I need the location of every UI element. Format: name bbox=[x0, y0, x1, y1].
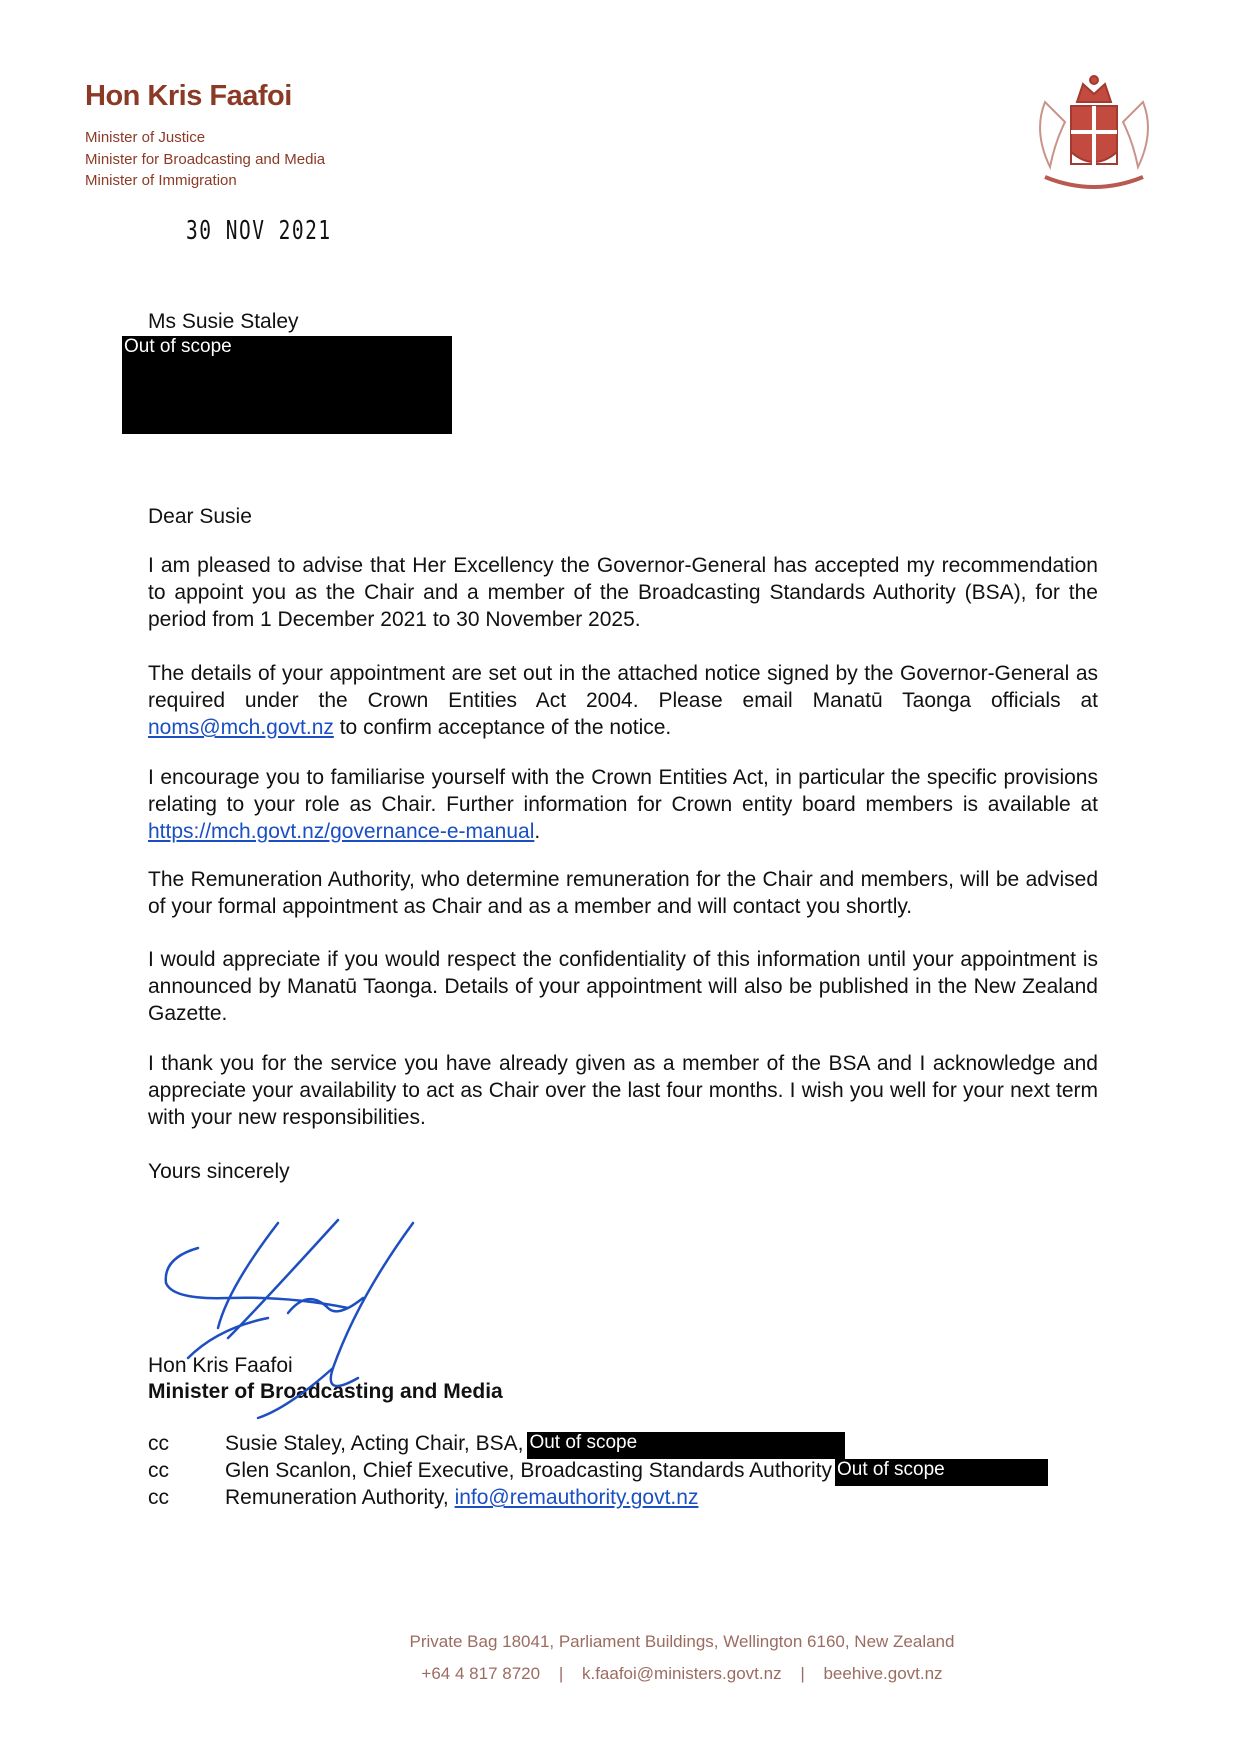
cc-text: Susie Staley, Acting Chair, BSA, bbox=[225, 1432, 524, 1455]
salutation: Dear Susie bbox=[148, 505, 252, 528]
cc-label: cc bbox=[148, 1432, 169, 1455]
paragraph-2-text: The details of your appointment are set out in the attached notice signed by the Governor-General as required under the Crown Entities Act 2004. Please email Manatū Taonga officials at bbox=[148, 662, 1098, 712]
cc-row bbox=[148, 1459, 1048, 1486]
noms-email-link[interactable]: noms@mch.govt.nz bbox=[148, 716, 334, 739]
footer-phone: +64 4 817 8720 bbox=[421, 1664, 541, 1683]
footer-separator: | bbox=[800, 1664, 805, 1683]
title-justice: Minister of Justice bbox=[85, 129, 206, 146]
paragraph-4: The Remuneration Authority, who determine remuneration for the Chair and members, will be advised of your formal appointment as Chair and as a member and will contact you shortly. bbox=[148, 868, 1098, 918]
title-broadcasting: Minister for Broadcasting and Media bbox=[85, 150, 326, 168]
cc-label: cc bbox=[148, 1486, 169, 1509]
cc-text: Glen Scanlon, Chief Executive, Broadcasting Standards Authority bbox=[225, 1459, 833, 1482]
cc-row bbox=[148, 1432, 845, 1459]
paragraph-6: I thank you for the service you have already given as a member of the BSA and I acknowledge and appreciate your availability to act as Chair over the last four months. I wish you well for your next term with your new responsibilities. bbox=[148, 1052, 1098, 1129]
footer-separator: | bbox=[558, 1664, 564, 1683]
cc-redaction: Out of scope bbox=[835, 1459, 1048, 1486]
redacted-address: Out of scope bbox=[122, 336, 452, 434]
paragraph-3 bbox=[148, 764, 1098, 845]
letterhead-titles bbox=[85, 127, 325, 192]
footer-address: Private Bag 18041, Parliament Buildings, Wellington 6160, New Zealand bbox=[409, 1632, 955, 1651]
remauthority-email-link[interactable]: info@remauthority.govt.nz bbox=[454, 1486, 699, 1509]
cc-row bbox=[148, 1486, 698, 1510]
footer-email[interactable]: k.faafoi@ministers.govt.nz bbox=[581, 1664, 782, 1683]
paragraph-2-text-end: to confirm acceptance of the notice. bbox=[333, 716, 672, 739]
date-stamp: 30 NOV 2021 bbox=[186, 216, 332, 246]
governance-manual-link[interactable]: https://mch.govt.nz/governance-e-manual bbox=[148, 820, 535, 843]
cc-text: Remuneration Authority, bbox=[225, 1486, 455, 1509]
recipient-name: Ms Susie Staley bbox=[148, 310, 299, 333]
signature-icon bbox=[158, 1218, 438, 1420]
paragraph-3-text: I encourage you to familiarise yourself with the Crown Entities Act, in particular the specific provisions relating to your role as Chair. Further information for Crown entity board members is available at bbox=[148, 766, 1098, 816]
paragraph-2 bbox=[148, 660, 1098, 741]
paragraph-3-text-end: . bbox=[534, 820, 541, 843]
footer-website[interactable]: beehive.govt.nz bbox=[823, 1664, 943, 1683]
coat-of-arms-icon bbox=[1025, 72, 1163, 197]
signatory-title: Minister of Broadcasting and Media bbox=[148, 1380, 503, 1403]
cc-label: cc bbox=[148, 1459, 169, 1482]
title-immigration: Minister of Immigration bbox=[85, 172, 237, 189]
cc-redaction: Out of scope bbox=[527, 1432, 845, 1459]
footer-contact bbox=[62, 1664, 1240, 1684]
signatory-name: Hon Kris Faafoi bbox=[148, 1354, 293, 1377]
paragraph-1: I am pleased to advise that Her Excellency the Governor-General has accepted my recommendation to appoint you as the Chair and a member of the Broadcasting Standards Authority (BSA), for the period from 1 December 2021 to 30 November 2025. bbox=[148, 554, 1098, 631]
letterhead-name: Hon Kris Faafoi bbox=[85, 80, 292, 112]
closing: Yours sincerely bbox=[148, 1160, 290, 1183]
paragraph-5: I would appreciate if you would respect the confidentiality of this information until your appointment is announced by Manatū Taonga. Details of your appointment will also be published in the New Zealand Gazette. bbox=[148, 948, 1098, 1025]
